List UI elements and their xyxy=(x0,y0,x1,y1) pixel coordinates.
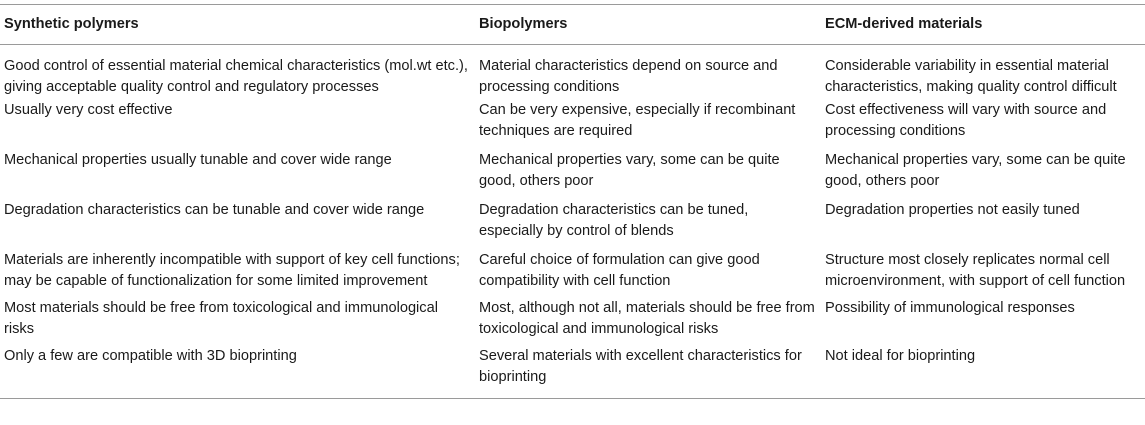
header-row xyxy=(0,5,1145,45)
cell-synthetic: Mechanical properties usually tunable and cover wide range xyxy=(4,152,392,168)
cell-synthetic: Usually very cost effective xyxy=(4,102,173,118)
table-body xyxy=(0,45,1145,399)
header-ecm-derived-materials: ECM-derived materials xyxy=(825,16,983,32)
header-synthetic-polymers: Synthetic polymers xyxy=(4,16,139,32)
cell-synthetic: Materials are inherently incompatible with support of key cell functions; may be capable of functionalization for some limited improvement xyxy=(4,252,460,289)
table-row xyxy=(0,198,1145,248)
cell-biopolymer: Careful choice of formulation can give good compatibility with cell function xyxy=(479,252,760,289)
table-row xyxy=(0,248,1145,296)
table-row xyxy=(0,45,1145,99)
table-row xyxy=(0,148,1145,198)
cell-ecm: Cost effectiveness will vary with source and processing conditions xyxy=(825,102,1107,139)
comparison-table-container xyxy=(0,4,1145,425)
cell-synthetic: Good control of essential material chemical characteristics (mol.wt etc.), giving acceptable quality control and regulatory processes xyxy=(4,58,468,95)
cell-ecm: Mechanical properties vary, some can be quite good, others poor xyxy=(825,152,1126,189)
cell-synthetic: Most materials should be free from toxicological and immunological risks xyxy=(4,300,438,337)
table-row xyxy=(0,344,1145,399)
materials-comparison-table xyxy=(0,4,1145,399)
cell-biopolymer: Material characteristics depend on source and processing conditions xyxy=(479,58,778,95)
cell-biopolymer: Degradation characteristics can be tuned, especially by control of blends xyxy=(479,202,749,239)
cell-ecm: Possibility of immunological responses xyxy=(825,300,1075,316)
cell-biopolymer: Can be very expensive, especially if recombinant techniques are required xyxy=(479,102,796,139)
header-biopolymers: Biopolymers xyxy=(479,16,568,32)
cell-ecm: Not ideal for bioprinting xyxy=(825,348,976,364)
cell-biopolymer: Several materials with excellent characteristics for bioprinting xyxy=(479,348,802,385)
table-header xyxy=(0,5,1145,45)
cell-ecm: Structure most closely replicates normal cell microenvironment, with support of cell function xyxy=(825,252,1126,289)
cell-biopolymer: Mechanical properties vary, some can be quite good, others poor xyxy=(479,152,780,189)
cell-ecm: Considerable variability in essential material characteristics, making quality control difficult xyxy=(825,58,1117,95)
cell-synthetic: Degradation characteristics can be tunable and cover wide range xyxy=(4,202,425,218)
table-row xyxy=(0,296,1145,344)
table-row xyxy=(0,98,1145,148)
cell-biopolymer: Most, although not all, materials should be free from toxicological and immunological risks xyxy=(479,300,815,337)
cell-synthetic: Only a few are compatible with 3D bioprinting xyxy=(4,348,297,364)
cell-ecm: Degradation properties not easily tuned xyxy=(825,202,1080,218)
